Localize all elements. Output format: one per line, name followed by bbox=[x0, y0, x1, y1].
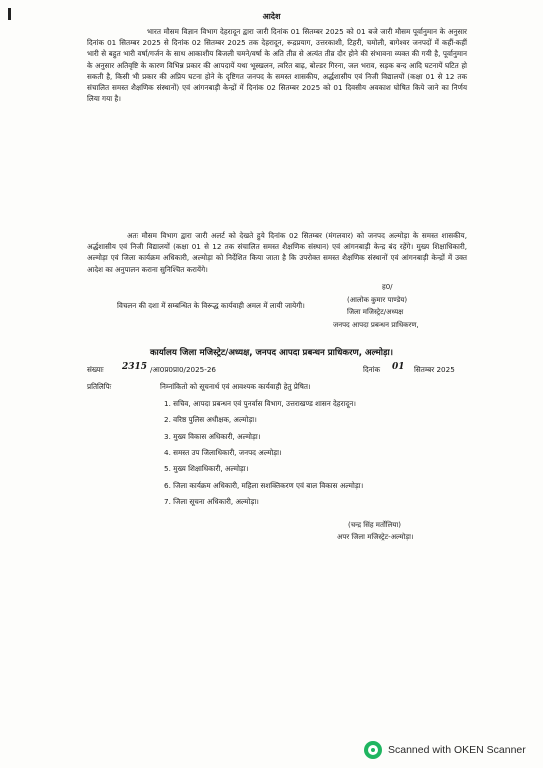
recipient-item: 3. मुख्य विकास अधिकारी, अल्मोड़ा। bbox=[164, 432, 261, 441]
order-paragraph-2-text: अतः मौसम विभाग द्वारा जारी अलर्ट को देखते हुये दिनांक 02 सितम्बर (मंगलवार) को जनपद अल्मोड़ा के समस्त शासकीय, अर्द्धशासीय एवं निजी विद्यालयों (कक्षा 01 से 12 तक संचालित समस्त शैक्षणिक संस्थान) एवं आंगनबाड़ी केन्द्र बंद रहेंगे। मुख्य शिक्षाधिकारी, अल्मोड़ा एवं जिला कार्यक्रम अधिकारी, अल्मोड़ा को निर्देशित किया जाता है कि उपरोक्त समस्त शैक्षणिक संस्थानों एवं आंगनबाड़ी केन्द्रों में उक्त आदेश का अनुपालन कराना सुनिश्चित करायेंगे। bbox=[87, 231, 467, 274]
scanner-text: Scanned with OKEN Scanner bbox=[388, 744, 526, 756]
reference-label: संख्याः bbox=[87, 365, 104, 374]
reference-month-year: सितम्बर 2025 bbox=[414, 365, 455, 374]
reference-day: 01 bbox=[392, 362, 405, 372]
recipient-item: 2. वरिष्ठ पुलिस अधीक्षक, अल्मोड़ा। bbox=[164, 415, 257, 424]
order-paragraph-2 bbox=[87, 230, 467, 275]
signatory-name: (आलोक कुमार पाण्डेय) bbox=[347, 296, 408, 304]
signatory2-designation: अपर जिला मजिस्ट्रेट-अल्मोड़ा। bbox=[337, 533, 414, 541]
office-heading: कार्यालय जिला मजिस्ट्रेट/अध्यक्ष, जनपद आपदा प्रबन्धन प्राधिकरण, अल्मोड़ा। bbox=[149, 348, 394, 358]
scanner-watermark bbox=[364, 741, 526, 759]
signature-mark: ह0/ bbox=[382, 283, 393, 291]
recipient-item: 6. जिला कार्यक्रम अधिकारी, महिला सशक्तिकरण एवं बाल विकास अल्मोड़ा। bbox=[164, 481, 364, 490]
order-paragraph-3: विचलन की दशा में सम्बन्धित के विरूद्ध कार्यवाही अमल में लायी जायेगी। bbox=[117, 301, 305, 310]
scanner-logo-icon bbox=[364, 741, 382, 759]
signatory-authority: जनपद आपदा प्रबन्धन प्राधिकरण, bbox=[333, 321, 419, 329]
copy-label: प्रतिलिपिः bbox=[87, 382, 112, 391]
recipient-item: 4. समस्त उप जिलाधिकारी, जनपद अल्मोड़ा। bbox=[164, 448, 282, 457]
signatory-designation: जिला मजिस्ट्रेट/अध्यक्ष bbox=[347, 308, 404, 316]
copy-intro-text: निम्नांकितो को सूचनार्थ एवं आवश्यक कार्यवाही हेतु प्रेषित। bbox=[160, 382, 311, 391]
reference-number: 2315 bbox=[122, 362, 148, 372]
recipient-item: 5. मुख्य शिक्षाधिकारी, अल्मोड़ा। bbox=[164, 464, 249, 473]
recipient-item: 1. सचिव, आपदा प्रबन्धन एवं पुनर्वास विभाग, उत्तराखण्ड शासन देहरादून। bbox=[164, 399, 356, 408]
reference-file: /आ0प्र0प्रा0/2025-26 bbox=[150, 365, 216, 374]
order-title: आदेश bbox=[262, 12, 281, 21]
order-paragraph-1: भारत मौसम विज्ञान विभाग देहरादून द्वारा जारी दिनांक 01 सितम्बर 2025 को 01 बजे जारी मौसम पूर्वानुमान के अनुसार दिनांक 01 सितम्बर 2025 से दिनांक 02 सितम्बर 2025 तक देहरादून, रूद्रप्रयाग, उत्तरकाशी, टिहरी, चमोली, बागेश्वर जनपदों में कहीं-कहीं भारी से बहुत भारी वर्षा/गर्जन के साथ आकाशीय बिजली चमने/वर्षा के अति तीव्र से अत्यंत तीव्र दौर होने की संभावना व्यक्त की गयी है, पूर्वानुमान के अनुसार अतिवृष्टि के कारण विभिन्न प्रकार की आपदायें यथा भूस्खलन, त्वरित बाढ़, बोल्डर गिरना, जल भराव, सड़क बन्द आदि घटनायें घटित हो सकती है, किसी भी प्रकार की अप्रिय घटना होने के दृष्टिगत जनपद के समस्त शासकीय, अर्द्धशासीय एवं निजी विद्यालयों (कक्षा 01 से 12 तक संचालित समस्त शैक्षणिक संस्थानों) एवं आंगनबाड़ी केन्द्रों में दिनांक 02 सितम्बर 2025 को 01 दिवसीय अवकाश घोषित किये जाने का निर्णय लिया गया है। bbox=[87, 27, 467, 104]
signatory2-name: (चन्द्र सिंह मर्तोलिया) bbox=[348, 521, 401, 529]
reference-date-label: दिनांक bbox=[363, 365, 381, 374]
recipient-item: 7. जिला सूचना अधिकारी, अल्मोड़ा। bbox=[164, 497, 259, 506]
